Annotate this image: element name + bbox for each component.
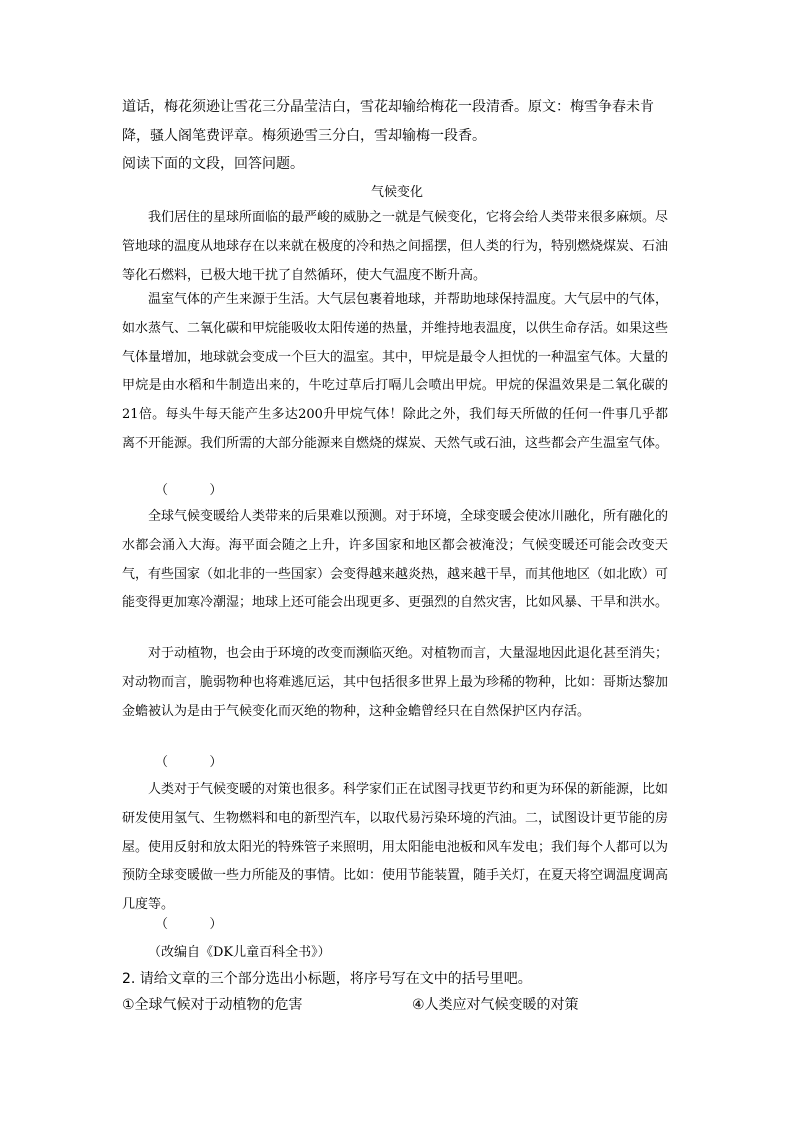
article-paragraph-5: 人类对于气候变暖的对策也很多。科学家们正在试图寻找更节约和更为环保的新能源，比如研发使用氢气、生物燃料和电的新型汽车，以取代易污染环境的汽油。二，试图设计更节能的房屋。使用反射和放太阳光的特殊管子来照明，用太阳能电池板和风车发电；我们每个人都可以为预防全球变暖做一些力所能及的事情。比如：使用节能装置，随手关灯，在夏天将空调温度调高几度等。: [122, 782, 669, 913]
reading-instruction: 阅读下面的文段，回答问题。: [122, 156, 304, 172]
subtitle-blank-3[interactable]: （ ）: [155, 917, 223, 932]
article-source: （改编自《DK儿童百科全书》）: [148, 945, 331, 960]
article-paragraph-3: 全球气候变暖给人类带来的后果难以预测。对于环境，全球变暖会使冰川融化，所有融化的水都会涌入大海。海平面会随之上升，许多国家和地区都会被淹没；气候变暖还可能会改变天气，有些国家（如北非的一些国家）会变得越来越炎热，越来越干旱，而其他地区（如北欧）可能变得更加寒冷潮湿；地球上还可能会出现更多、更强烈的自然灾害，比如风暴、干旱和洪水。: [122, 509, 669, 611]
option-1: ①全球气候对于动植物的危害: [122, 997, 303, 1013]
subtitle-blank-2[interactable]: （ ）: [155, 755, 223, 770]
question-stem: 2. 请给文章的三个部分选出小标题，将序号写在文中的括号里吧。: [122, 971, 532, 987]
intro-line-2: 降，骚人阁笔费评章。梅须逊雪三分白，雪却输梅一段香。: [122, 128, 486, 144]
option-4: ④人类应对气候变暖的对策: [412, 997, 579, 1013]
article-paragraph-1: 我们居住的星球所面临的最严峻的威胁之一就是气候变化，它将会给人类带来很多麻烦。尽管地球的温度从地球存在以来就在极度的冷和热之间摇摆，但人类的行为，特别燃烧煤炭、石油等化石燃料，已极大地干扰了自然循环，使大气温度不断升高。: [122, 210, 669, 283]
article-title: 气候变化: [370, 185, 423, 200]
subtitle-blank-1[interactable]: （ ）: [155, 483, 223, 498]
article-paragraph-4: 对于动植物，也会由于环境的改变而濒临灭绝。对植物而言，大量湿地因此退化甚至消失；对动物而言，脆弱物种也将难逃厄运，其中包括很多世界上最为珍稀的物种，比如：哥斯达黎加金蟾被认为是由于气候变化而灭绝的物种，这种金蟾曾经只在自然保护区内存活。: [122, 646, 669, 719]
intro-line-1: 道话，梅花须逊让雪花三分晶莹洁白，雪花却输给梅花一段清香。原文：梅雪争春未肯: [122, 99, 654, 115]
article-paragraph-2: 温室气体的产生来源于生活。大气层包裹着地球，并帮助地球保持温度。大气层中的气体，如水蒸气、二氧化碳和甲烷能吸收太阳传递的热量，并维持地表温度，以供生命存活。如果这些气体量增加，地球就会变成一个巨大的温室。其中，甲烷是最令人担忧的一种温室气体。大量的甲烷是由水稻和牛制造出来的，牛吃过草后打嗝儿会喷出甲烷。甲烷的保温效果是二氧化碳的21倍。每头牛每天能产生多达200升甲烷气体！除此之外，我们每天所做的任何一件事几乎都离不开能源。我们所需的大部分能源来自燃烧的煤炭、天然气或石油，这些都会产生温室气体。: [122, 292, 669, 451]
